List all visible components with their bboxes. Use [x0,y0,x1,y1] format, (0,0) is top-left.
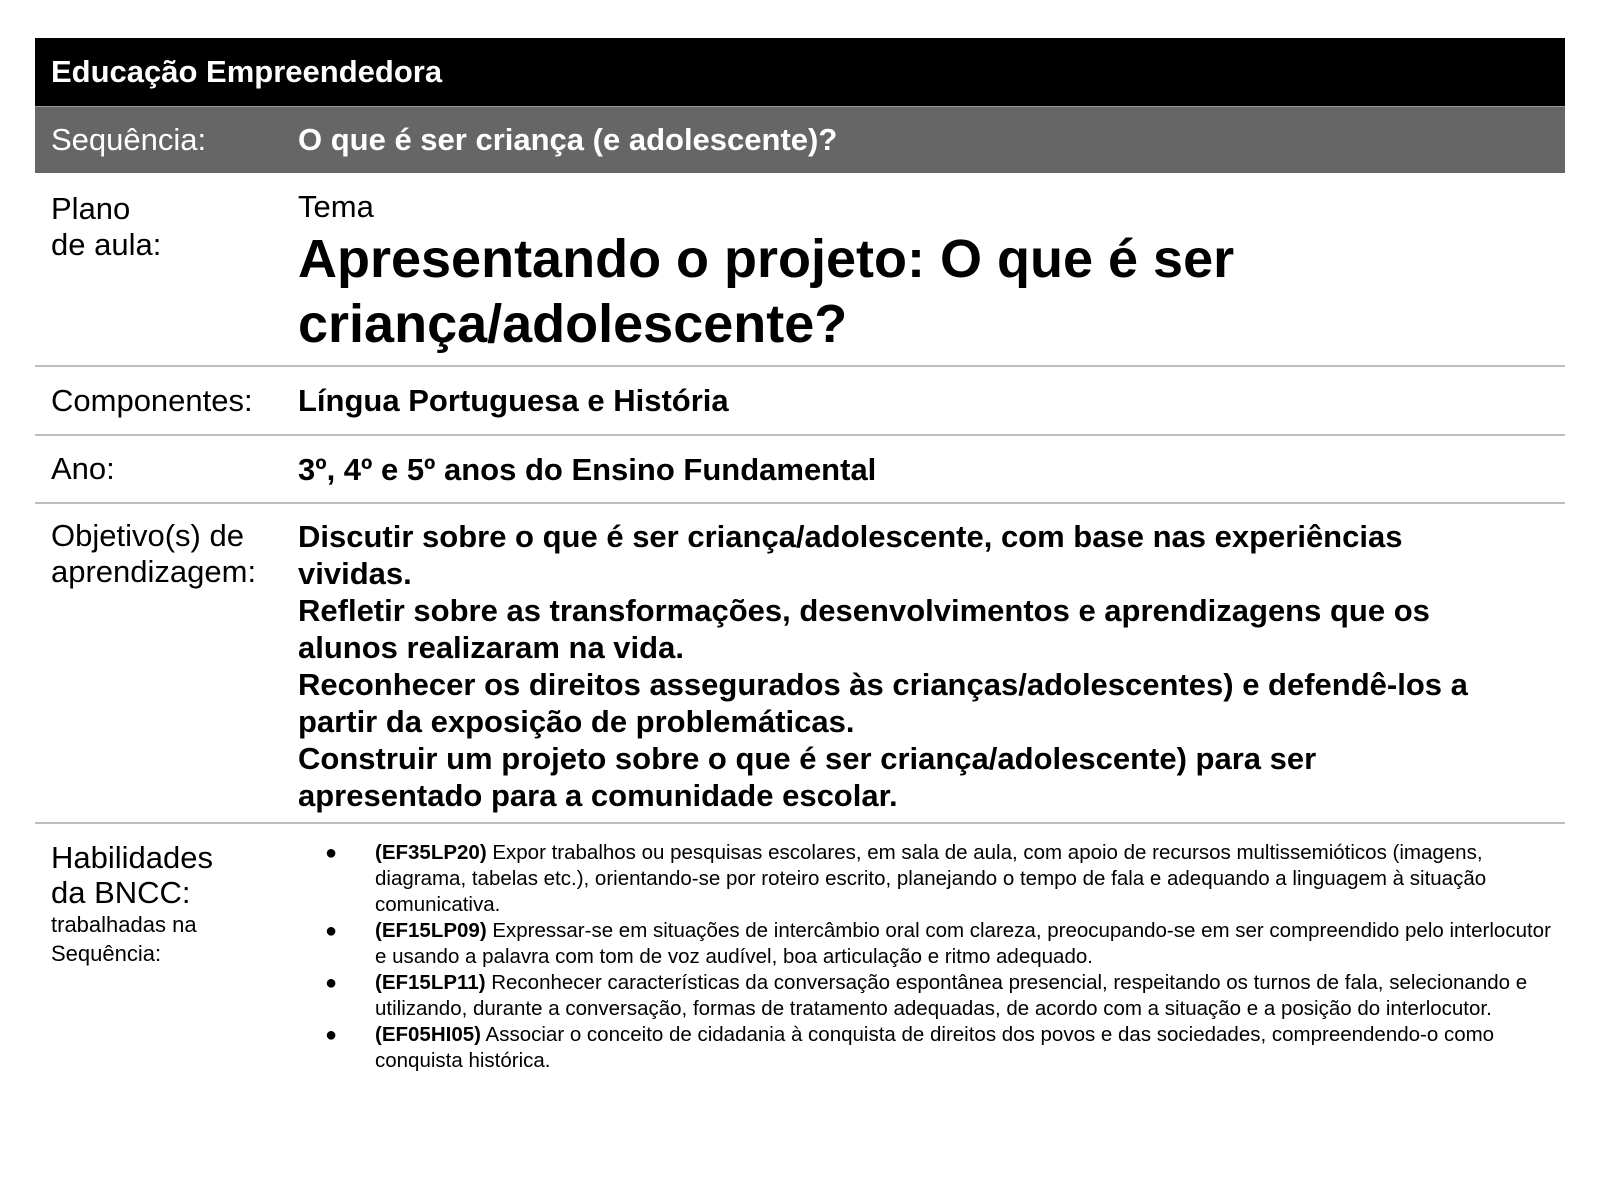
lesson-plan-sheet [35,38,1565,1074]
objetivos-row [35,504,1565,824]
habilidades-list [298,824,1565,1074]
objetivos-label [35,504,298,822]
habilidades-sublabel-line2: Sequência: [51,941,162,966]
componentes-value: Língua Portuguesa e História [298,383,729,418]
sequence-row [35,106,1565,173]
habilidade-text: Expor trabalhos ou pesquisas escolares, em sala de aula, com apoio de recursos multissemióticos (imagens, diagrama, tabelas etc.), orientando-se por roteiro escrito, planejando o tempo de fala e adequando a linguagem à situação comunicativa. [375,841,1487,916]
objetivo-line: alunos realizaram na vida. [298,630,684,665]
sequence-value: O que é ser criança (e adolescente)? [298,122,838,157]
tema-title-line2: criança/adolescente? [298,294,848,354]
habilidade-text: Associar o conceito de cidadania à conquista de direitos dos povos e das sociedades, compreendendo-o como conquista histórica. [375,1023,1495,1072]
componentes-label: Componentes: [51,382,253,418]
plano-label-line2: de aula: [51,227,162,262]
bullet-icon: ● [325,1024,338,1046]
objetivos-label-line2: aprendizagem: [51,554,257,589]
plano-label [35,173,298,365]
list-item [325,918,1555,970]
bullet-icon: ● [325,972,338,994]
bullet-icon: ● [325,842,338,864]
objetivos-label-line1: Objetivo(s) de [51,518,244,553]
plano-row [35,173,1565,367]
tema-label: Tema [298,189,374,224]
objetivo-line: Refletir sobre as transformações, desenvolvimentos e aprendizagens que os [298,593,1430,628]
habilidade-text: Expressar-se em situações de intercâmbio oral com clareza, preocupando-se em ser compreendido pelo interlocutor e usando a palavra com tom de voz audível, boa articulação e ritmo adequado. [375,919,1551,968]
page-title [35,38,1565,106]
tema-title-line1: Apresentando o projeto: O que é ser [298,229,1235,289]
ano-row [35,436,1565,504]
habilidades-label-line1: Habilidades [51,840,213,875]
objetivo-line: apresentado para a comunidade escolar. [298,778,898,813]
objetivo-line: Discutir sobre o que é ser criança/adolescente, com base nas experiências [298,519,1403,554]
tema-title [298,227,1565,357]
habilidades-row [35,824,1565,1074]
habilidades-label-line2: da BNCC: [51,875,191,910]
habilidade-code: (EF15LP11) [375,971,486,994]
habilidade-text: Reconhecer características da conversação espontânea presencial, respeitando os turnos de fala, selecionando e utilizando, durante a conversação, formas de tratamento adequadas, de acordo com a situação e a posição do interlocutor. [375,971,1528,1020]
habilidades-sublabel-line1: trabalhadas na [51,912,197,937]
habilidade-code: (EF15LP09) [375,919,487,942]
ano-label: Ano: [51,451,115,486]
objetivo-line: partir da exposição de problemáticas. [298,704,855,739]
componentes-row [35,367,1565,436]
list-item [325,840,1555,918]
habilidade-code: (EF35LP20) [375,841,487,864]
plano-value [298,173,1565,365]
page-title-text: Educação Empreendedora [51,54,443,89]
habilidade-code: (EF05HI05) [375,1023,481,1046]
plano-label-line1: Plano [51,191,131,226]
objetivos-list [298,504,1565,822]
objetivo-line: vividas. [298,556,412,591]
objetivo-line: Reconhecer os direitos assegurados às crianças/adolescentes) e defendê-los a [298,667,1468,702]
bullet-icon: ● [325,920,338,942]
list-item [325,1022,1555,1074]
objetivo-line: Construir um projeto sobre o que é ser criança/adolescente) para ser [298,741,1317,776]
ano-value: 3º, 4º e 5º anos do Ensino Fundamental [298,451,877,487]
list-item [325,970,1555,1022]
habilidades-label [35,824,298,1074]
sequence-label: Sequência: [51,122,207,157]
